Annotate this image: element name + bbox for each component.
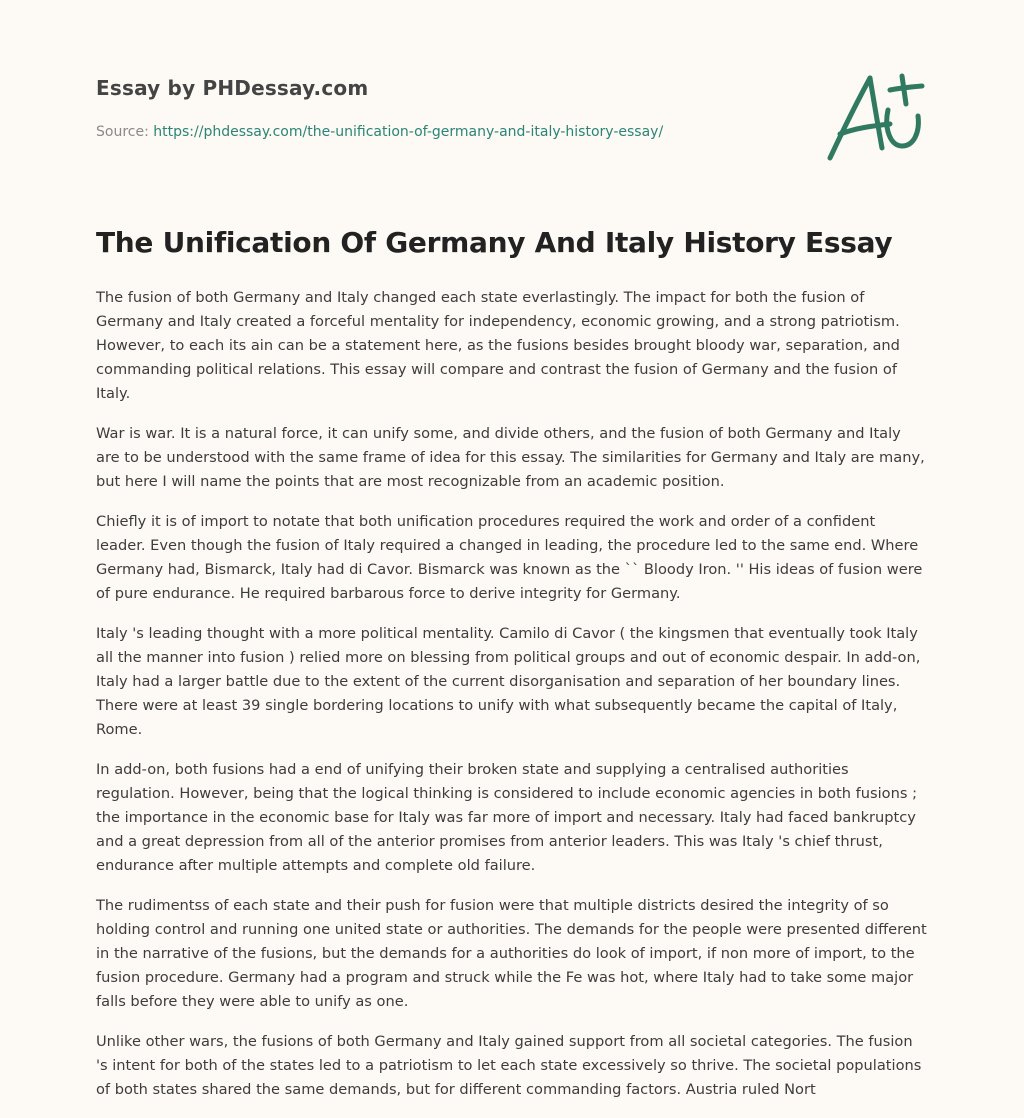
- essay-paragraph: Italy 's leading thought with a more political mentality. Camilo di Cavor ( the kingsmen that eventually took Italy all the manner into fusion ) relied more on blessing from political groups and out of economic despair. In add-on, Italy had a larger battle due to the extent of the current disorganisation and separation of her boundary lines. There were at least 39 single bordering locations to unify with what subsequently became the capital of Italy, Rome.: [96, 625, 921, 738]
- essay-paragraph: The rudimentss of each state and their push for fusion were that multiple districts desired the integrity of so holding control and running one united state or authorities. The demands for the people were presented different in the narrative of the fusions, but the demands for a authorities do look of import, if non more of import, to the fusion procedure. Germany had a program and struck while the Fe was hot, where Italy had to take some major falls before they were able to unify as one.: [96, 897, 927, 1010]
- site-title: Essay by PHDessay.com: [96, 76, 369, 100]
- a-plus-logo-icon: [826, 66, 930, 166]
- essay-paragraph: In add-on, both fusions had a end of unifying their broken state and supplying a centralised authorities regulation. However, being that the logical thinking is considered to include economic agencies in both fusions ; the importance in the economic base for Italy was far more of import and necessary. Italy had faced bankruptcy and a great depression from all of the anterior promises from anterior leaders. This was Italy 's chief thrust, endurance after multiple attempts and complete old failure.: [96, 761, 917, 874]
- source-label: Source:: [96, 124, 149, 140]
- essay-paragraph: Unlike other wars, the fusions of both Germany and Italy gained support from all societal categories. The fusion 's intent for both of the states led to a patriotism to let each state excessively so thrive. The societal populations of both states shared the same demands, but for different commanding factors. Austria ruled Nort: [96, 1033, 922, 1098]
- source-link[interactable]: https://phdessay.com/the-unification-of-germany-and-italy-history-essay/: [153, 124, 664, 140]
- essay-title: The Unification Of Germany And Italy History Essay: [96, 226, 893, 259]
- source-line: [96, 124, 663, 140]
- essay-paragraph: The fusion of both Germany and Italy changed each state everlastingly. The impact for both the fusion of Germany and Italy created a forceful mentality for independency, economic growing, and a strong patriotism. However, to each its ain can be a statement here, as the fusions besides brought bloody war, separation, and commanding political relations. This essay will compare and contrast the fusion of Germany and the fusion of Italy.: [96, 289, 900, 402]
- essay-body: [96, 286, 928, 1118]
- essay-paragraph: War is war. It is a natural force, it can unify some, and divide others, and the fusion of both Germany and Italy are to be understood with the same frame of idea for this essay. The similarities for Germany and Italy are many, but here I will name the points that are most recognizable from an academic position.: [96, 425, 925, 490]
- essay-paragraph: Chiefly it is of import to notate that both unification procedures required the work and order of a confident leader. Even though the fusion of Italy required a changed in leading, the procedure led to the same end. Where Germany had, Bismarck, Italy had di Cavor. Bismarck was known as the `` Bloody Iron. '' His ideas of fusion were of pure endurance. He required barbarous force to derive integrity for Germany.: [96, 513, 923, 602]
